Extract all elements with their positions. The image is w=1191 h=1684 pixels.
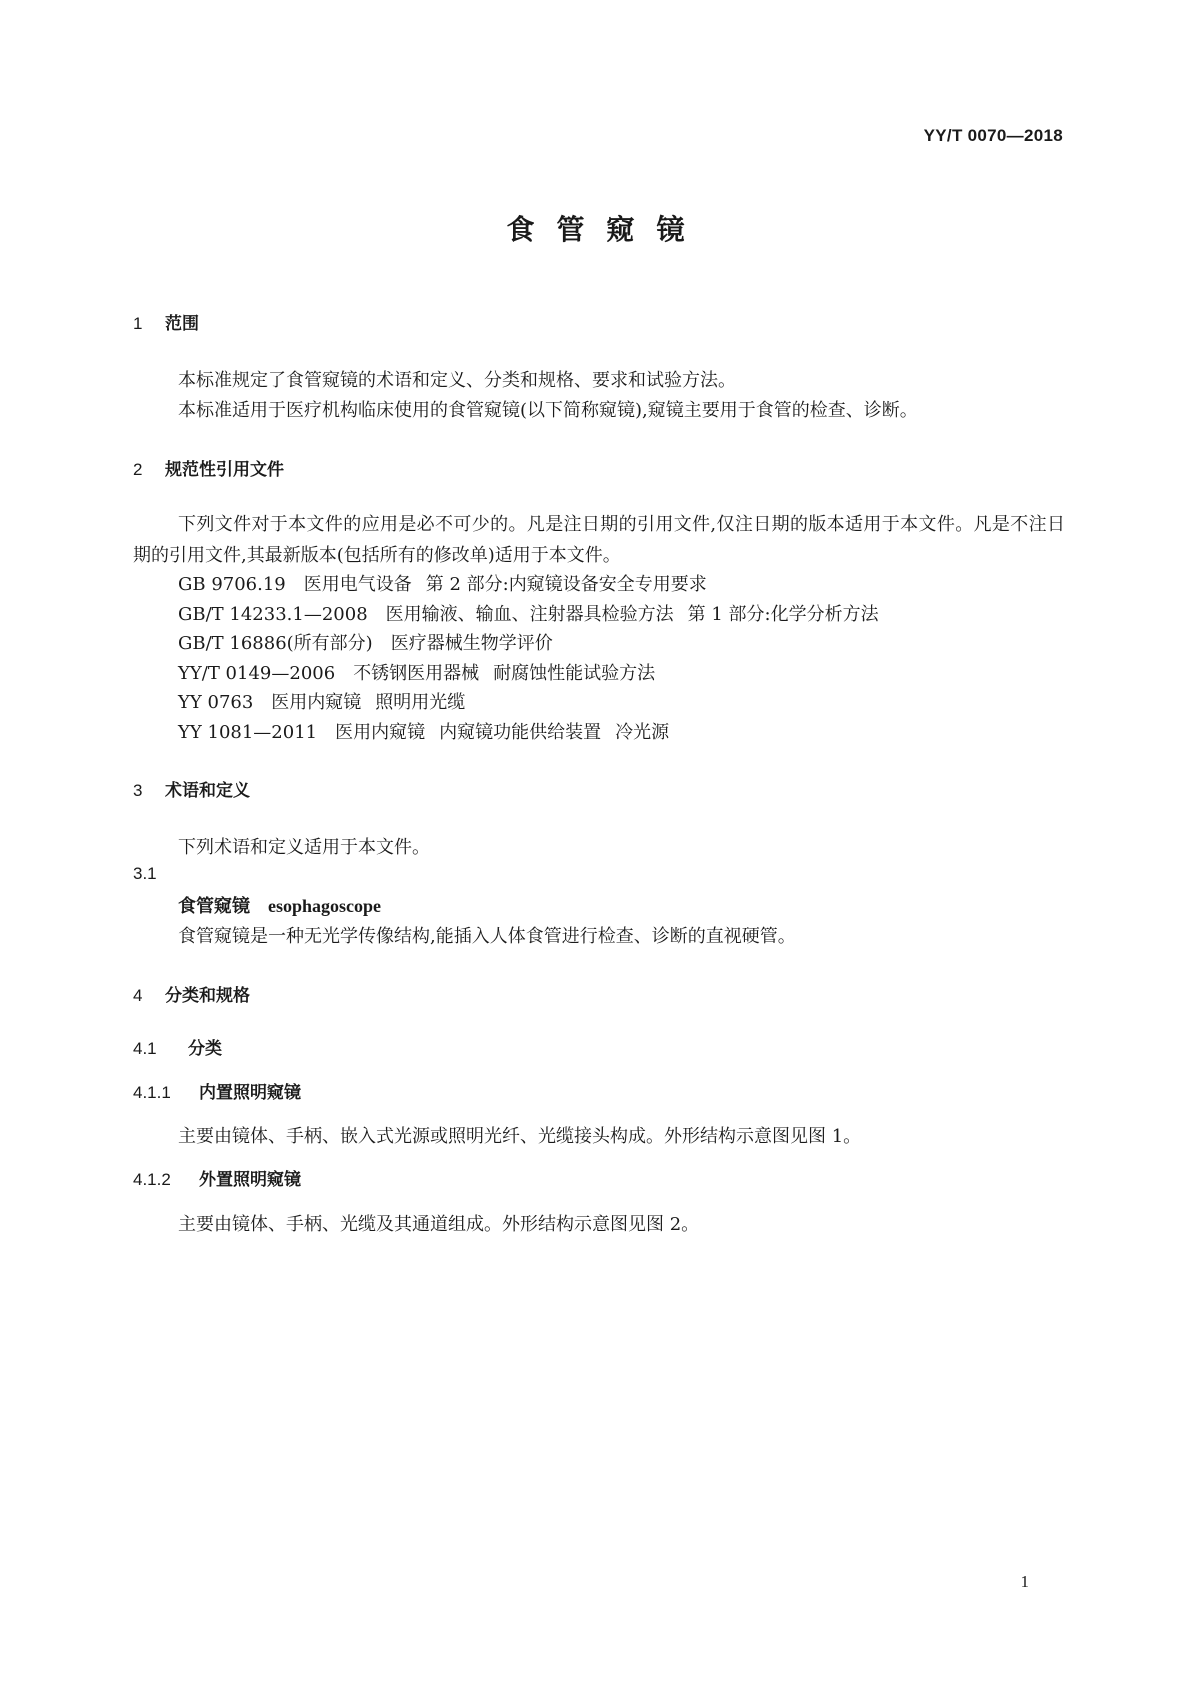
section-number: 4 [133,986,143,1005]
subsection-4-1-1-heading [133,1078,301,1103]
subsection-4-1-heading [133,1034,222,1059]
section-title: 范围 [165,314,199,334]
reference-item [178,570,707,596]
section-number: 4.1.2 [133,1170,171,1189]
section-number: 3 [133,781,143,800]
section-title: 规范性引用文件 [165,460,284,480]
reference-item [178,659,655,685]
section-title: 分类 [188,1039,222,1059]
section-title: 术语和定义 [165,781,250,801]
section-3-heading [133,776,250,801]
subsection-4-1-2-heading [133,1165,301,1190]
reference-subtitle: 耐腐蚀性能试验方法 [493,663,656,684]
paragraph: 本标准规定了食管窥镜的术语和定义、分类和规格、要求和试验方法。 [178,370,736,391]
reference-title: 医用输液、输血、注射器具检验方法 [385,604,674,625]
reference-subtitle: 第 1 部分:化学分析方法 [687,604,879,625]
section-number: 4.1.1 [133,1083,171,1102]
document-title: 食管窥镜 [506,213,707,246]
reference-code: YY 1081—2011 [178,722,318,743]
section-number: 2 [133,460,143,479]
paragraph: 主要由镜体、手柄、光缆及其通道组成。外形结构示意图见图 2。 [178,1214,700,1235]
section-1-heading [133,309,199,334]
term-entry [178,892,381,918]
section-number: 1 [133,314,143,333]
section-title: 内置照明窥镜 [199,1083,301,1103]
reference-title: 医用内窥镜 [271,692,362,713]
paragraph: 下列文件对于本文件的应用是必不可少的。凡是注日期的引用文件,仅注日期的版本适用于本文件。凡是不注日期的引用文件,其最新版本(包括所有的修改单)适用于本文件。 [133,514,1065,566]
section-title: 分类和规格 [165,986,250,1006]
reference-code: GB/T 14233.1—2008 [178,604,368,625]
section-number: 4.1 [133,1039,157,1058]
reference-code: YY 0763 [178,692,254,713]
term-number: 3.1 [133,864,157,883]
page-number: 1 [1020,1572,1029,1591]
section-4-heading [133,981,250,1006]
reference-subtitle: 内窥镜功能供给装置 [439,722,602,743]
reference-subtitle: 第 2 部分:内窥镜设备安全专用要求 [425,574,707,595]
reference-item [178,718,669,744]
term-english: esophagoscope [268,896,382,916]
section-title: 外置照明窥镜 [199,1170,301,1190]
reference-subtitle: 照明用光缆 [375,692,466,713]
reference-code: YY/T 0149—2006 [178,663,336,684]
paragraph: 主要由镜体、手柄、嵌入式光源或照明光纤、光缆接头构成。外形结构示意图见图 1。 [178,1126,862,1147]
term-definition: 食管窥镜是一种无光学传像结构,能插入人体食管进行检查、诊断的直视硬管。 [178,926,796,947]
reference-title: 医用电气设备 [303,574,412,595]
reference-item [178,629,553,655]
section-2-heading [133,455,284,480]
reference-code: GB/T 16886(所有部分) [178,633,373,654]
standard-number: YY/T 0070—2018 [923,126,1063,145]
paragraph: 下列术语和定义适用于本文件。 [178,837,430,858]
reference-code: GB 9706.19 [178,574,286,595]
reference-item [178,600,879,626]
paragraph: 本标准适用于医疗机构临床使用的食管窥镜(以下简称窥镜),窥镜主要用于食管的检查、诊断。 [178,400,918,421]
reference-title: 医疗器械生物学评价 [390,633,553,654]
reference-title: 不锈钢医用器械 [353,663,480,684]
reference-item [178,688,465,714]
reference-title: 医用内窥镜 [335,722,426,743]
reference-subtitle-2: 冷光源 [615,722,670,743]
term-chinese: 食管窥镜 [178,896,250,917]
